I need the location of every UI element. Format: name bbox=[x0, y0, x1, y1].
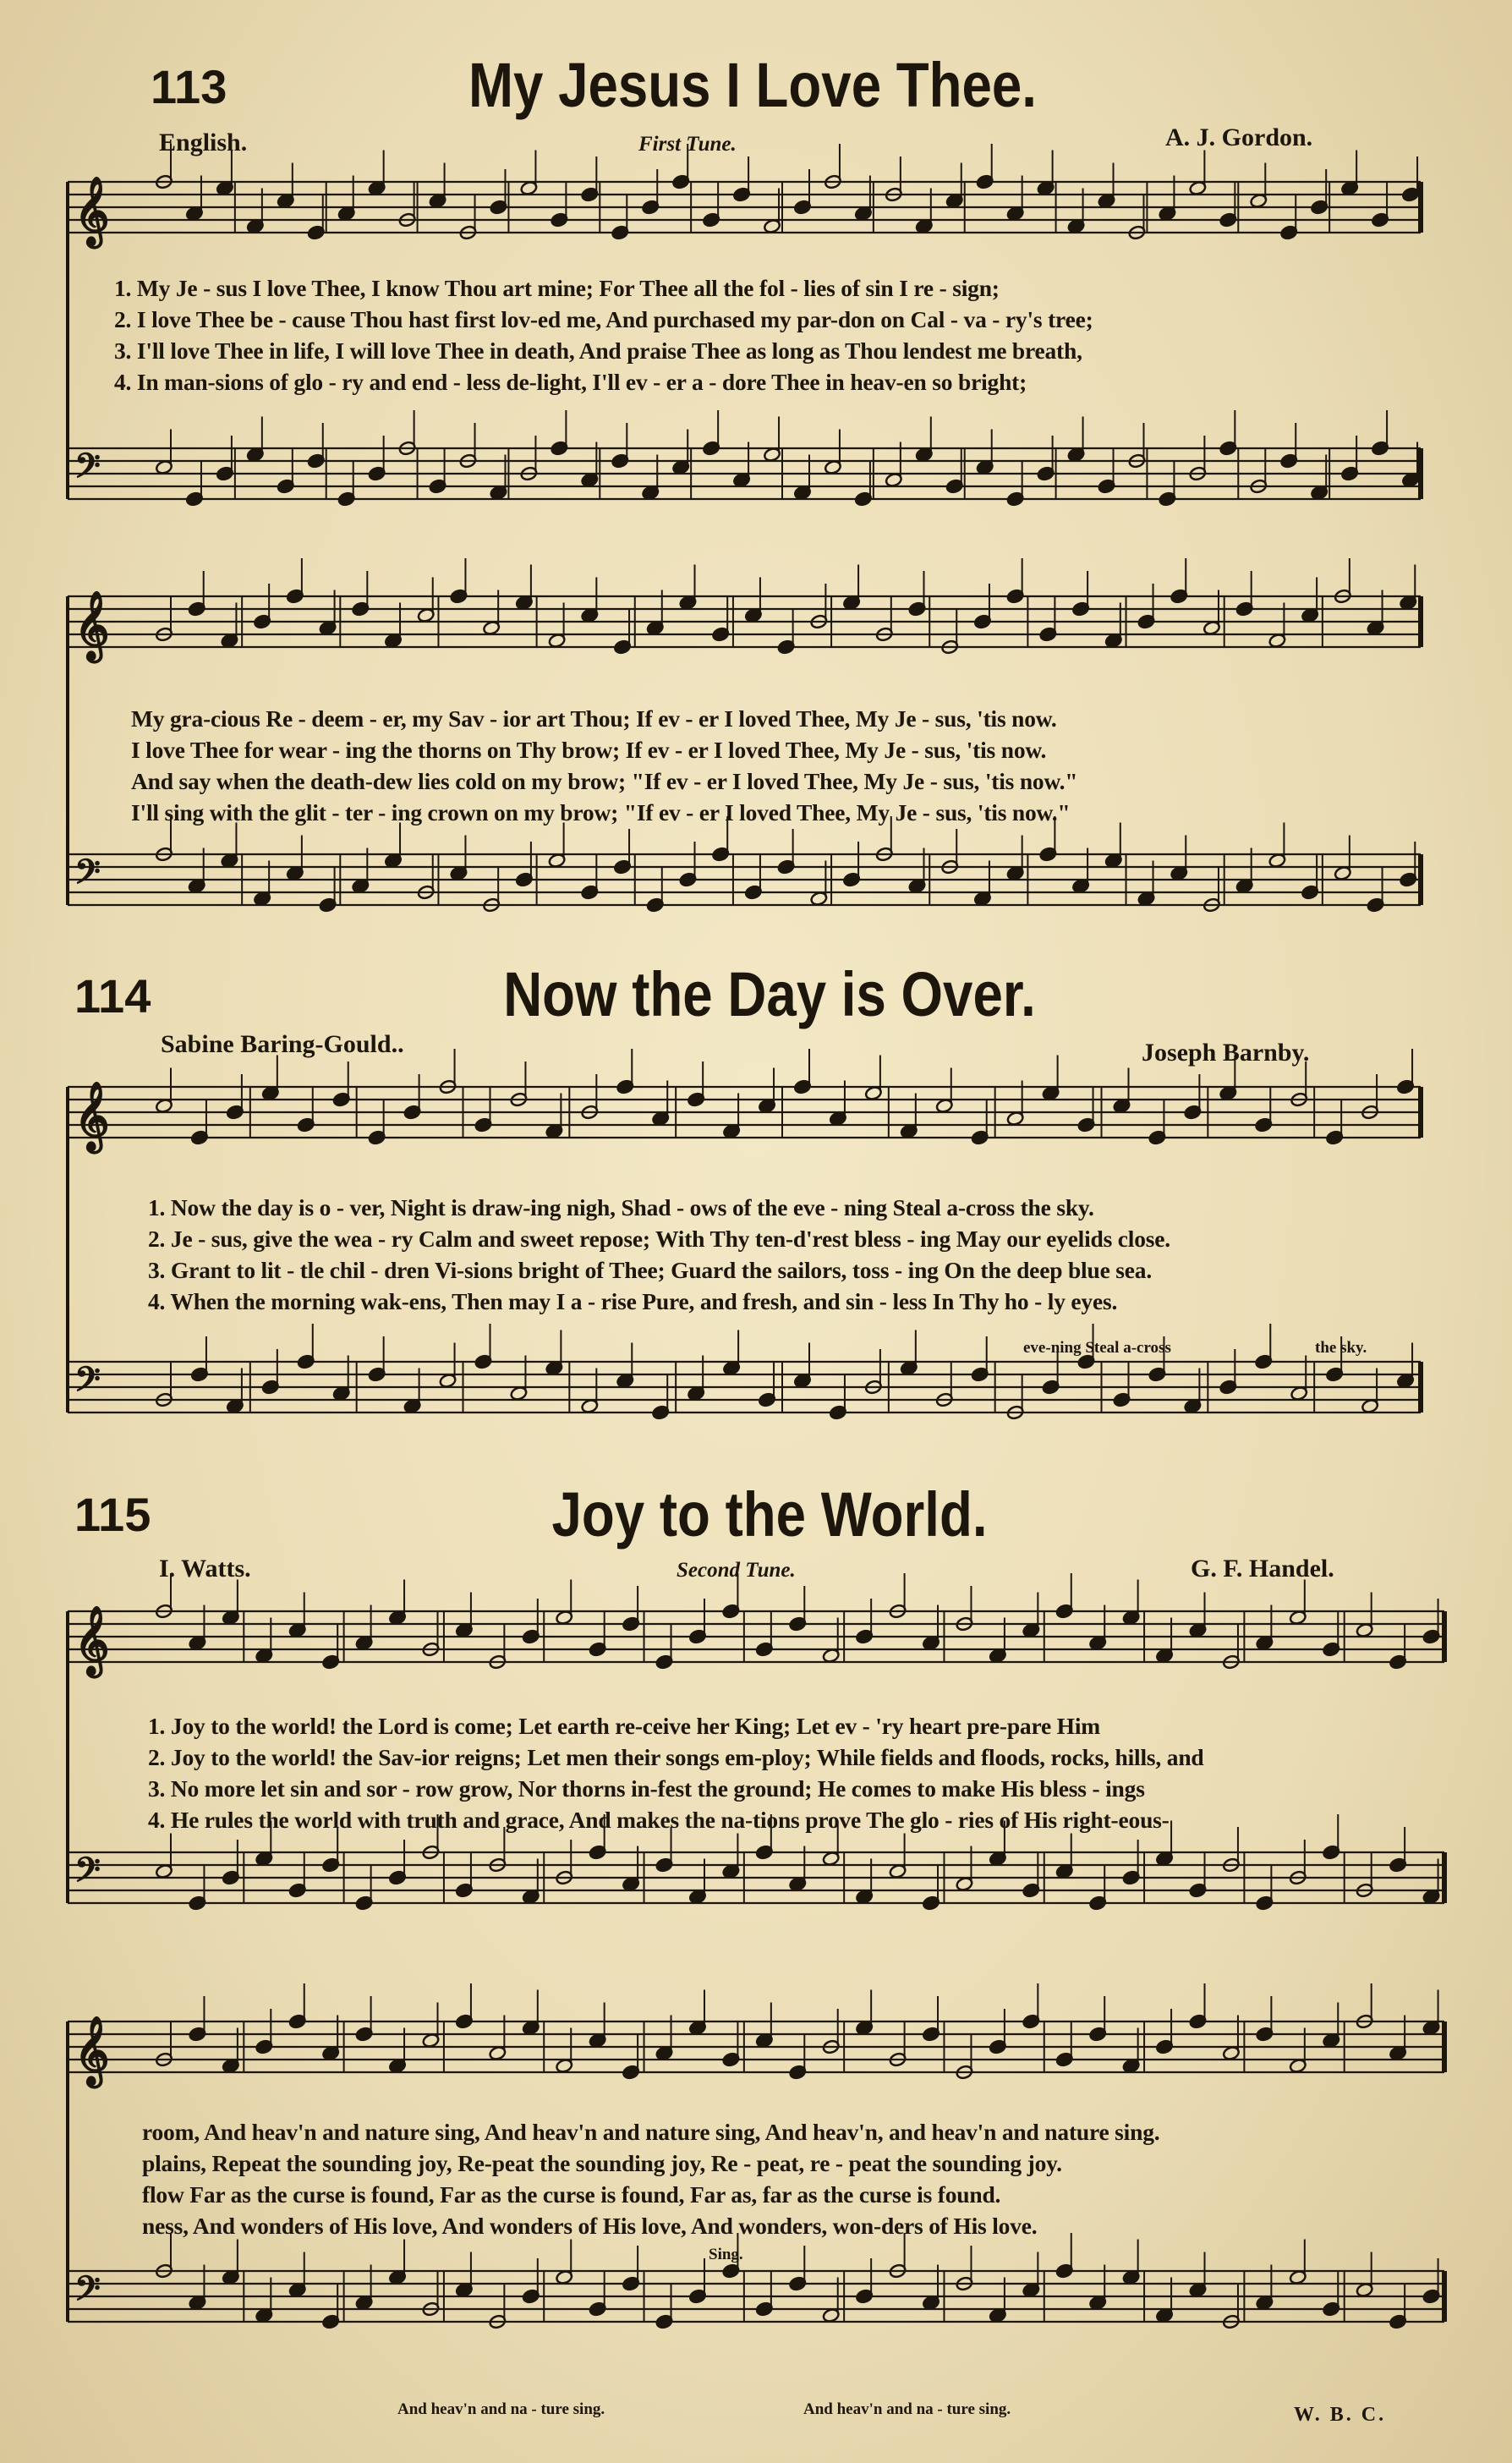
hymn-113-composer: A. J. Gordon. bbox=[1165, 123, 1313, 151]
bass-clef-icon: 𝄢 bbox=[74, 2269, 101, 2317]
hymn-113-verse-3-line-2: And say when the death-dew lies cold on my brow; "If ev - er I loved Thee, My Je - sus, 'tis now." bbox=[131, 768, 1078, 794]
hymn-115-verse-1-line-1: 1. Joy to the world! the Lord is come; Let earth re-ceive her King; Let ev - 'ry heart pre-pare Him bbox=[148, 1713, 1101, 1739]
bass-clef-icon: 𝄢 bbox=[74, 447, 101, 494]
treble-clef-icon: 𝄞 bbox=[74, 590, 110, 660]
hymn-title-115: Joy to the World. bbox=[551, 1479, 988, 1550]
hymn-115-verse-2-line-1: 2. Joy to the world! the Sav-ior reigns; Let men their songs em-ploy; While fields and floods, rocks, hills, and bbox=[148, 1744, 1204, 1770]
hymn-115-verse-2-line-2: plains, Repeat the sounding joy, Re-peat the sounding joy, Re - peat, re - peat the sounding joy. bbox=[142, 2150, 1062, 2176]
hymn-114-verse-4: 4. When the morning wak-ens, Then may I a - rise Pure, and fresh, and sin - less In Thy ho - ly eyes. bbox=[148, 1288, 1118, 1314]
hymn-113-verse-1-line-1: 1. My Je - sus I love Thee, I know Thou art mine; For Thee all the fol - lies of sin I re - sign; bbox=[114, 275, 1000, 301]
hymn-115-verse-3-line-2: flow Far as the curse is found, Far as the curse is found, Far as, far as the curse is found. bbox=[142, 2181, 1001, 2208]
hymn-113-verse-4-line-1: 4. In man-sions of glo - ry and end - less de-light, I'll ev - er a - dore Thee in heav-en so bright; bbox=[114, 369, 1027, 395]
hymn-114-verse-2: 2. Je - sus, give the wea - ry Calm and sweet repose; With Thy ten-d'rest bless - ing May our eyelids close. bbox=[148, 1226, 1170, 1252]
hymn-114-composer: Joseph Barnby. bbox=[1142, 1039, 1310, 1067]
hymn-113-verse-1-line-2: My gra-cious Re - deem - er, my Sav - ior art Thou; If ev - er I loved Thee, My Je - sus, 'tis now. bbox=[131, 705, 1057, 732]
hymn-number-115: 115 bbox=[74, 1488, 151, 1541]
hymn-115-bass-text-2: And heav'n and na - ture sing. bbox=[803, 2400, 1011, 2418]
hymn-title-114: Now the Day is Over. bbox=[503, 959, 1036, 1029]
hymn-113-verse-3-line-1: 3. I'll love Thee in life, I will love Thee in death, And praise Thee as long as Thou lendest me breath, bbox=[114, 337, 1082, 364]
hymn-113-verse-4-line-2: I'll sing with the glit - ter - ing crown on my brow; "If ev - er I loved Thee, My Je - sus, 'tis now." bbox=[131, 799, 1071, 826]
hymn-113-tune: First Tune. bbox=[638, 133, 737, 156]
hymn-115-sing-label: Sing. bbox=[709, 2246, 743, 2263]
hymn-115-verse-4-line-2: ness, And wonders of His love, And wonders of His love, And wonders, won-ders of His love. bbox=[142, 2213, 1038, 2239]
hymn-114-verse-3: 3. Grant to lit - tle chil - dren Vi-sions bright of Thee; Guard the sailors, toss - ing On the deep blue sea. bbox=[148, 1257, 1153, 1283]
treble-clef-icon: 𝄞 bbox=[74, 2015, 110, 2085]
treble-clef-icon: 𝄞 bbox=[74, 1080, 110, 1150]
hymn-113-verse-2-line-2: I love Thee for wear - ing the thorns on Thy brow; If ev - er I loved Thee, My Je - sus, 'tis now. bbox=[131, 737, 1047, 763]
hymn-114-verse-1: 1. Now the day is o - ver, Night is draw-ing nigh, Shad - ows of the eve - ning Steal a-cross the sky. bbox=[148, 1194, 1094, 1221]
bass-clef-icon: 𝄢 bbox=[74, 1360, 101, 1407]
hymn-115-tune: Second Tune. bbox=[677, 1559, 796, 1582]
hymn-115-composer: G. F. Handel. bbox=[1191, 1555, 1334, 1583]
hymn-113-verse-2-line-1: 2. I love Thee be - cause Thou hast first lov-ed me, And purchased my par-don on Cal - va - ry's tree; bbox=[114, 306, 1093, 332]
hymn-113-meter: English. bbox=[159, 129, 248, 156]
bass-clef-icon: 𝄢 bbox=[74, 853, 101, 900]
hymn-114-author: Sabine Baring-Gould.. bbox=[161, 1030, 404, 1058]
treble-clef-icon: 𝄞 bbox=[74, 1605, 110, 1675]
hymn-115-author: I. Watts. bbox=[159, 1555, 251, 1583]
hymn-115-verse-1-line-2: room, And heav'n and nature sing, And heav'n and nature sing, And heav'n, and heav'n and nature sing. bbox=[142, 2119, 1160, 2145]
hymn-115-bass-text-1: And heav'n and na - ture sing. bbox=[397, 2400, 605, 2418]
hymn-number-113: 113 bbox=[151, 60, 227, 113]
publisher-footer: W. B. C. bbox=[1294, 2404, 1387, 2426]
treble-clef-icon: 𝄞 bbox=[74, 175, 110, 245]
hymn-number-114: 114 bbox=[74, 969, 151, 1023]
hymn-114-bass-text-2: the sky. bbox=[1315, 1339, 1367, 1357]
hymn-title-113: My Jesus I Love Thee. bbox=[468, 50, 1038, 120]
bass-clef-icon: 𝄢 bbox=[74, 1851, 101, 1898]
hymn-115-verse-4-line-1: 4. He rules the world with truth and grace, And makes the na-tions prove The glo - ries of His right-eous- bbox=[148, 1807, 1170, 1833]
hymn-114-bass-text-1: eve-ning Steal a-cross bbox=[1023, 1339, 1171, 1357]
hymn-115-verse-3-line-1: 3. No more let sin and sor - row grow, Nor thorns in-fest the ground; He comes to make His bless - ings bbox=[148, 1775, 1145, 1802]
